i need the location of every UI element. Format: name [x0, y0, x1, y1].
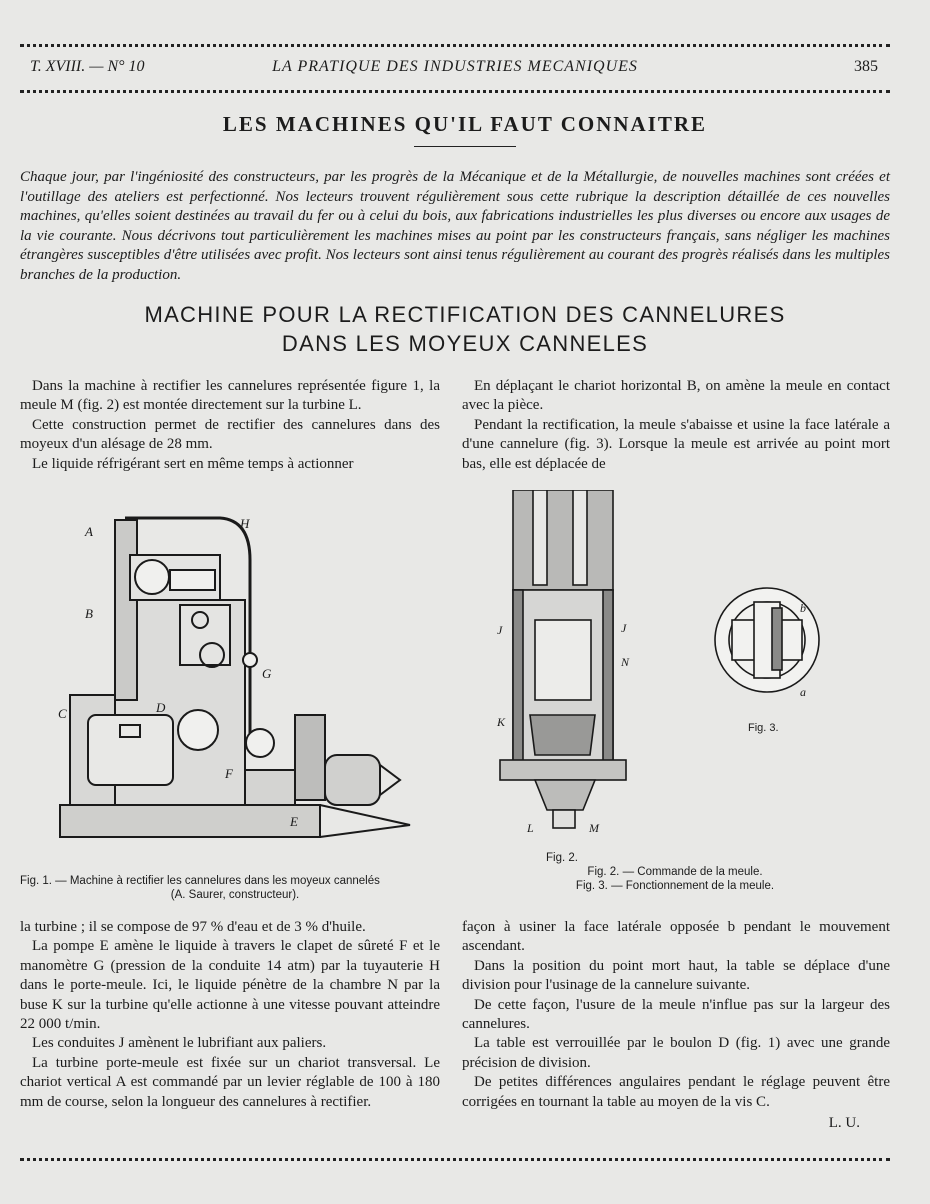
paragraph: Le liquide réfrigérant sert en même temps à actionner — [32, 455, 354, 472]
bottom-dotted-rule — [20, 1158, 890, 1164]
fig1-label-e: E — [290, 814, 298, 829]
author-signature: L. U. — [828, 1115, 860, 1132]
header-dotted-rule — [20, 90, 890, 96]
fig1-label-a: A — [85, 524, 93, 539]
column-4 — [462, 918, 890, 1133]
paragraph: Les conduites J amènent le lubrifiant aux paliers. — [32, 1035, 327, 1052]
figure-1-credit: (A. Saurer, constructeur). — [170, 889, 300, 901]
fig1-label-h: H — [240, 516, 250, 531]
fig1-label-f: F — [225, 766, 233, 781]
article-title-line1: MACHINE POUR LA RECTIFICATION DES CANNELURES — [144, 302, 786, 327]
section-heading: LES MACHINES QU'IL FAUT CONNAITRE — [222, 112, 708, 136]
paragraph: Dans la position du point mort haut, la table se déplace d'une division pour l'usinage de la cannelure suivante. — [462, 957, 890, 994]
figure-1-caption — [20, 874, 450, 902]
figure-3-label: Fig. 3. — [748, 722, 779, 734]
intro-paragraph: Chaque jour, par l'ingéniosité des constructeurs, par les progrès de la Mécanique et de la Métallurgie, de nouvelles machines sont créées et l'outillage des ateliers est perfectionné. Nos lecteurs trouvent régulièrement sous cette rubrique la description détaillée de ces nouvelles machines, qu'elles soient destinées au travail du fer ou à celui du bois, aux fabrications industrielles les plus diverses ou encore aux usages de la vie courante. Nous décrivons tout particulièrement les machines mises au point par les constructeurs français, sans négliger les machines étrangères susceptibles d'être utilisées avec profit. Nos lecteurs sont ainsi tenus régulièrement au courant des progrès réalisés dans les multiples branches de la production. — [20, 169, 890, 283]
fig2-label-k: K — [497, 715, 506, 729]
column-1 — [20, 377, 440, 474]
fig2-label-l: L — [527, 821, 534, 835]
top-dotted-rule — [20, 44, 890, 50]
article-title-line2: DANS LES MOYEUX CANNELES — [281, 331, 649, 356]
paragraph: Dans la machine à rectifier les cannelures représentée figure 1, la meule M (fig. 2) est montée directement sur la turbine L. — [20, 378, 440, 414]
fig1-label-b: B — [85, 606, 93, 621]
fig3-label-b: b — [800, 601, 806, 615]
running-header — [20, 58, 890, 78]
paragraph: De cette façon, l'usure de la meule n'influe pas sur la largeur des cannelures. — [462, 996, 890, 1033]
figure-2-cross-section — [495, 490, 635, 850]
figure-2-caption: Fig. 2. — Commande de la meule. — [587, 866, 763, 878]
fig1-label-c: C — [58, 706, 67, 721]
section-rule — [414, 146, 516, 147]
fig1-label-d: D — [156, 700, 166, 715]
figure-3-caption: Fig. 3. — Fonctionnement de la meule. — [575, 880, 775, 892]
paragraph: la turbine ; il se compose de 97 % d'eau et de 3 % d'huile. — [20, 919, 366, 935]
fig2-label-j-left: J — [497, 623, 503, 637]
fig1-label-g: G — [262, 666, 272, 681]
paragraph: La pompe E amène le liquide à travers le clapet de sûreté F et le manomètre G (pression de la conduite 14 atm) par la tuyauterie H dans le porte-meule. Ici, le liquide pénètre de la chambre N par la buse K sur la turbine qu'elle actionne à une vitesse pouvant atteindre 22 000 t/min. — [20, 938, 440, 1033]
paragraph: De petites différences angulaires pendant le réglage peuvent être corrigées en tournant la table au moyen de la vis C. — [462, 1074, 890, 1110]
paragraph: Cette construction permet de rectifier des cannelures dans des moyeux d'un alésage de 28 mm. — [20, 416, 440, 453]
journal-title: LA PRATIQUE DES INDUSTRIES MECANIQUES — [272, 58, 638, 75]
column-2 — [462, 377, 890, 474]
fig2-label-j-right: J — [621, 621, 627, 635]
figure-1-caption-text: Fig. 1. — Machine à rectifier les cannelures dans les moyeux cannelés — [20, 875, 380, 887]
figure-1-machine-drawing — [40, 500, 420, 870]
figure-2-label: Fig. 2. — [546, 852, 578, 864]
paragraph: façon à usiner la face latérale opposée b pendant le mouvement ascendant. — [462, 919, 890, 955]
fig2-label-n: N — [621, 655, 630, 669]
figure-3-spline-diagram — [712, 578, 822, 708]
figure-2-3-captions — [460, 851, 890, 893]
fig2-label-m: M — [589, 821, 599, 835]
column-3 — [20, 918, 440, 1112]
fig3-label-a: a — [800, 685, 806, 699]
volume-number: T. XVIII. — N° 10 — [30, 58, 145, 75]
paragraph: La turbine porte-meule est fixée sur un chariot transversal. Le chariot vertical A est commandé par un levier réglable de 100 à 180 mm de course, selon la longueur des cannelures à rectifier. — [20, 1054, 440, 1110]
paragraph: Pendant la rectification, la meule s'abaisse et usine la face latérale a d'une cannelure (fig. 3). Lorsque la meule est arrivée au point mort bas, elle est déplacée de — [462, 416, 890, 472]
paragraph: En déplaçant le chariot horizontal B, on amène la meule en contact avec la pièce. — [462, 378, 890, 414]
paragraph: La table est verrouillée par le boulon D (fig. 1) avec une grande précision de division. — [462, 1035, 890, 1071]
page-number: 385 — [854, 58, 878, 75]
